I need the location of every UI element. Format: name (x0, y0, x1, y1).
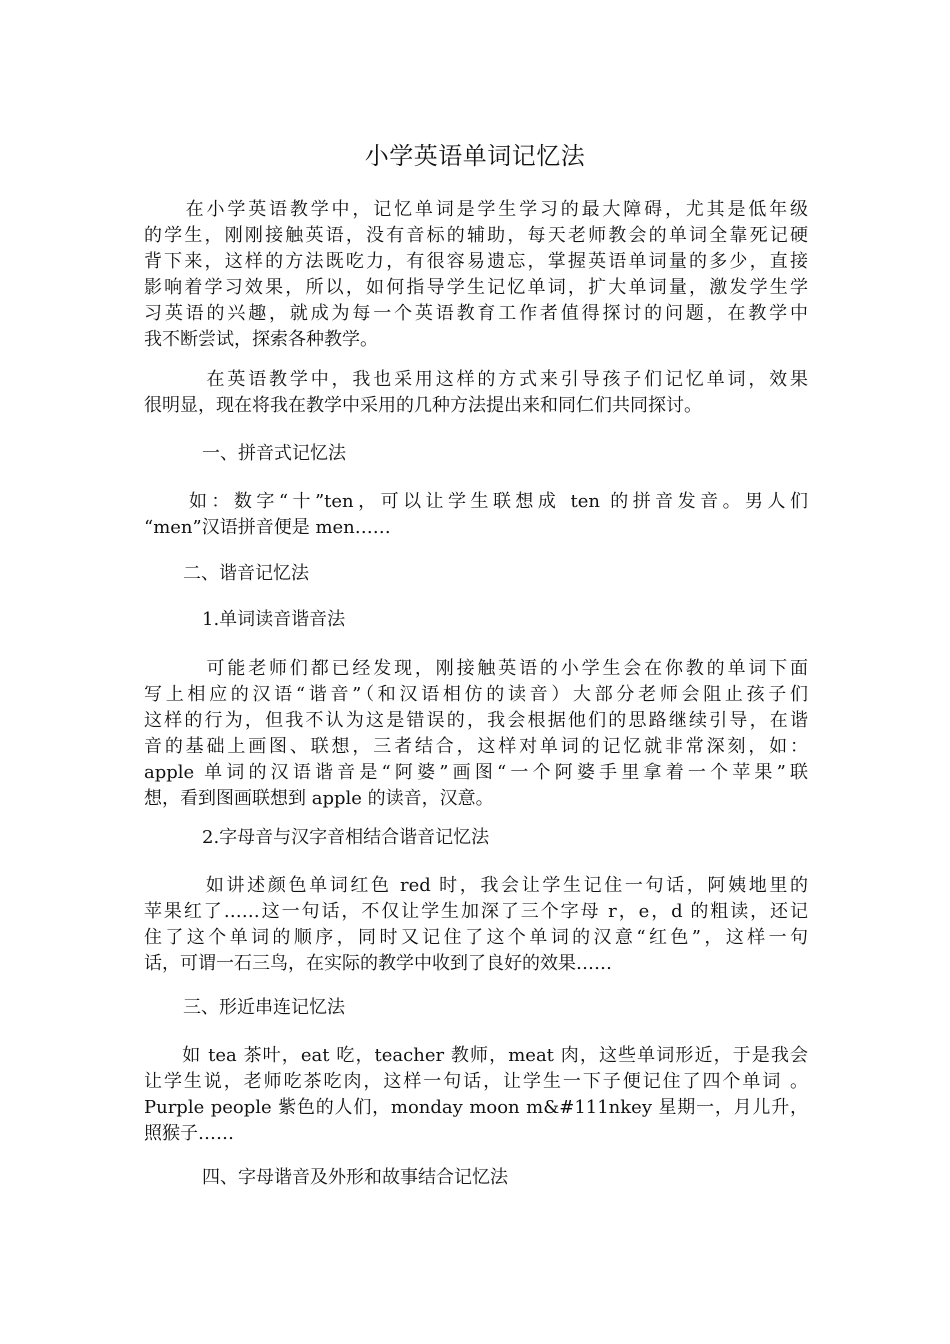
text-line: 这样的行为，但我不认为这是错误的，我会根据他们的思路继续引导，在谐 (144, 710, 808, 731)
paragraph-intro (144, 197, 808, 353)
section-heading-3: 三、形近串连记忆法 (183, 997, 345, 1018)
text-line: 在英语教学中，我也采用这样的方式来引导孩子们记忆单词，效果 (144, 369, 808, 390)
subsection-heading-2-1: 1.单词读音谐音法 (202, 609, 346, 630)
text-line: “men”汉语拼音便是 men…… (144, 517, 391, 538)
text-line: 话，可谓一石三鸟，在实际的教学中收到了良好的效果…… (144, 953, 612, 974)
text-line: 音的基础上画图、联想，三者结合，这样对单词的记忆就非常深刻，如： (144, 736, 808, 757)
text-line: 在小学英语教学中，记忆单词是学生学习的最大障碍，尤其是低年级 (144, 199, 808, 220)
text-line: apple 单词的汉语谐音是“阿婆”画图“一个阿婆手里拿着一个苹果”联 (144, 762, 808, 783)
text-line: 苹果红了……这一句话，不仅让学生加深了三个字母 r，e，d 的粗读，还记 (144, 901, 808, 922)
text-line: 可能老师们都已经发现，刚接触英语的小学生会在你教的单词下面 (144, 658, 808, 679)
text-line: 的学生，刚刚接触英语，没有音标的辅助，每天老师教会的单词全靠死记硬 (144, 225, 808, 246)
paragraph-method-intro (144, 367, 808, 419)
text-line: 如：数字“十”ten，可以让学生联想成 ten 的拼音发音。男人们 (144, 491, 808, 512)
text-line: 让学生说，老师吃茶吃肉，这样一句话，让学生一下子便记住了四个单词 。 (144, 1071, 808, 1092)
subsection-heading-2-2: 2.字母音与汉字音相结合谐音记忆法 (202, 827, 490, 848)
text-line: Purple people 紫色的人们，monday moon m&#111nkey 星期一，月儿升， (144, 1097, 808, 1118)
paragraph-letter-sound (144, 873, 808, 977)
text-line: 影响着学习效果，所以，如何指导学生记忆单词，扩大单词量，激发学生学 (144, 277, 808, 298)
text-line: 想，看到图画联想到 apple 的读音，汉意。 (144, 788, 494, 809)
text-line: 照猴子…… (144, 1123, 234, 1144)
section-heading-4: 四、字母谐音及外形和故事结合记忆法 (202, 1167, 508, 1188)
document-title: 小学英语单词记忆法 (364, 142, 586, 170)
paragraph-similar-shape (144, 1043, 808, 1147)
paragraph-pinyin (144, 489, 808, 541)
text-line: 写上相应的汉语“谐音”（和汉语相仿的读音）大部分老师会阻止孩子们 (144, 684, 808, 705)
text-line: 住了这个单词的顺序，同时又记住了这个单词的汉意“红色”，这样一句 (144, 927, 808, 948)
text-line: 习英语的兴趣，就成为每一个英语教育工作者值得探讨的问题，在教学中 (144, 303, 808, 324)
text-line: 如讲述颜色单词红色 red 时，我会让学生记住一句话，阿姨地里的 (144, 875, 808, 896)
text-line: 背下来，这样的方法既吃力，有很容易遗忘，掌握英语单词量的多少，直接 (144, 251, 808, 272)
text-line: 如 tea 茶叶，eat 吃，teacher 教师，meat 肉，这些单词形近，于是我会 (144, 1045, 808, 1066)
section-heading-1: 一、拼音式记忆法 (202, 443, 346, 464)
text-line: 很明显，现在将我在教学中采用的几种方法提出来和同仁们共同探讨。 (144, 395, 702, 416)
section-heading-2: 二、谐音记忆法 (183, 563, 309, 584)
text-line: 我不断尝试，探索各种教学。 (144, 329, 378, 350)
paragraph-homophone (144, 656, 808, 812)
